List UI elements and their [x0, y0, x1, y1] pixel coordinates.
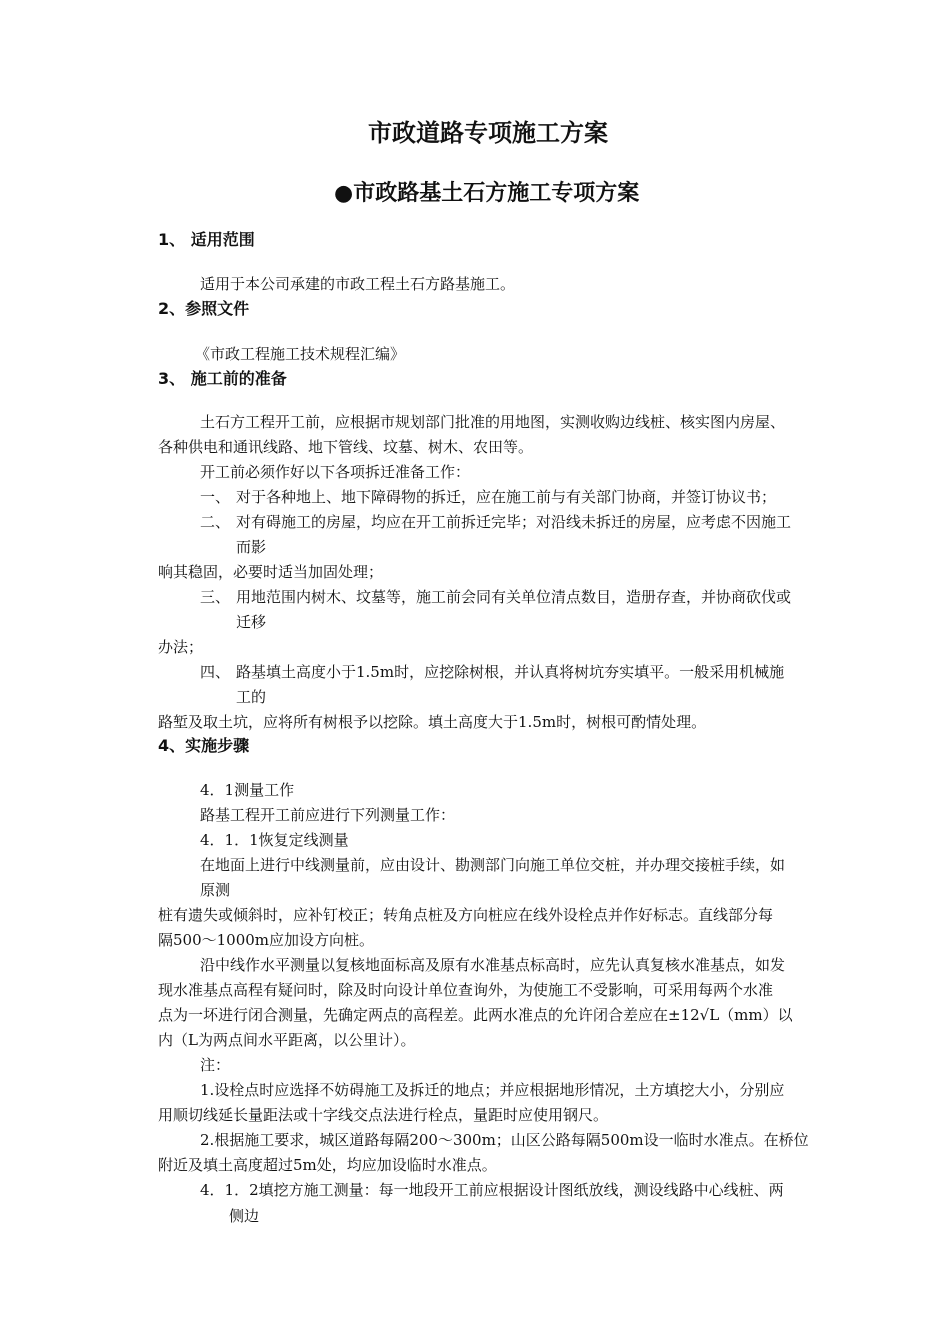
note-line: 用顺切线延长量距法或十字线交点法进行栓点，量距时应使用钢尺。: [158, 1106, 609, 1124]
list-item-number: 三、: [200, 588, 231, 606]
paragraph-line: 内（L为两点间水平距离，以公里计）。: [158, 1031, 416, 1049]
paragraph-line: 侧边: [229, 1207, 260, 1225]
paragraph-line: 原测: [200, 881, 231, 899]
note-line: 1.设栓点时应选择不妨碍施工及拆迁的地点；并应根据地形情况，土方填挖大小，分别应: [200, 1081, 785, 1099]
note-label: 注：: [200, 1056, 231, 1074]
note-line: 2.根据施工要求，城区道路每隔200～300m；山区公路每隔500m设一临时水准点。在桥位: [200, 1131, 809, 1149]
page-subtitle: ●市政路基土石方施工专项方案: [334, 180, 640, 206]
subsection-heading: 4．1测量工作: [200, 781, 295, 799]
list-item-number: 二、: [200, 513, 231, 531]
subsection-heading: 4．1．1恢复定线测量: [200, 831, 349, 849]
list-item-continuation: 办法；: [158, 638, 204, 656]
list-item-text: 路基填土高度小于1.5m时，应挖除树根，并认真将树坑夯实填平。一般采用机械施: [236, 663, 785, 681]
list-item-number: 一、: [200, 488, 231, 506]
section-2-text: 《市政工程施工技术规程汇编》: [195, 345, 406, 363]
section-1-text: 适用于本公司承建的市政工程土石方路基施工。: [200, 275, 516, 293]
list-item-text: 迁移: [236, 613, 267, 631]
list-item-number: 四、: [200, 663, 231, 681]
section-3-heading: 3、 施工前的准备: [158, 369, 287, 388]
paragraph-line: 土石方工程开工前，应根据市规划部门批准的用地图，实测收购边线桩、核实图内房屋、: [200, 413, 786, 431]
paragraph-line: 开工前必须作好以下各项拆迁准备工作：: [200, 463, 471, 481]
list-item-text: 而影: [236, 538, 267, 556]
list-item-text: 用地范围内树木、坟墓等，施工前会同有关单位清点数目，造册存查，并协商砍伐或: [236, 588, 792, 606]
section-2-heading: 2、参照文件: [158, 299, 250, 318]
section-1-heading: 1、 适用范围: [158, 230, 255, 249]
list-item-text: 工的: [236, 688, 267, 706]
list-item-continuation: 路堑及取土坑，应将所有树根予以挖除。填土高度大于1.5m时，树根可酌情处理。: [158, 713, 707, 731]
paragraph-line: 沿中线作水平测量以复核地面标高及原有水准基点标高时，应先认真复核水准基点，如发: [200, 956, 786, 974]
page-title: 市政道路专项施工方案: [368, 118, 608, 147]
list-item-continuation: 响其稳固，必要时适当加固处理；: [158, 563, 384, 581]
section-4-heading: 4、实施步骤: [158, 736, 250, 755]
list-item-text: 对有碍施工的房屋，均应在开工前拆迁完毕；对沿线未拆迁的房屋，应考虑不因施工: [236, 513, 792, 531]
list-item-text: 对于各种地上、地下障碍物的拆迁，应在施工前与有关部门协商，并签订协议书；: [236, 488, 777, 506]
paragraph-line: 路基工程开工前应进行下列测量工作：: [200, 806, 456, 824]
note-line: 附近及填土高度超过5m处，均应加设临时水准点。: [158, 1156, 497, 1174]
paragraph-line: 在地面上进行中线测量前，应由设计、勘测部门向施工单位交桩，并办理交接桩手续，如: [200, 856, 786, 874]
paragraph-line: 各种供电和通讯线路、地下管线、坟墓、树木、农田等。: [158, 438, 534, 456]
paragraph-line: 桩有遗失或倾斜时，应补钉校正；转角点桩及方向桩应在线外设栓点并作好标志。直线部分每: [158, 906, 774, 924]
paragraph-line: 隔500～1000m应加设方向桩。: [158, 931, 375, 949]
paragraph-line: 点为一坏进行闭合测量，先确定两点的高程差。此两水准点的允许闭合差应在±12√L（mm）以: [158, 1006, 793, 1024]
subsection-heading: 4．1．2填挖方施工测量：每一地段开工前应根据设计图纸放线，测设线路中心线桩、两: [200, 1181, 784, 1199]
paragraph-line: 现水准基点高程有疑问时，除及时向设计单位查询外，为使施工不受影响，可采用每两个水准: [158, 981, 774, 999]
